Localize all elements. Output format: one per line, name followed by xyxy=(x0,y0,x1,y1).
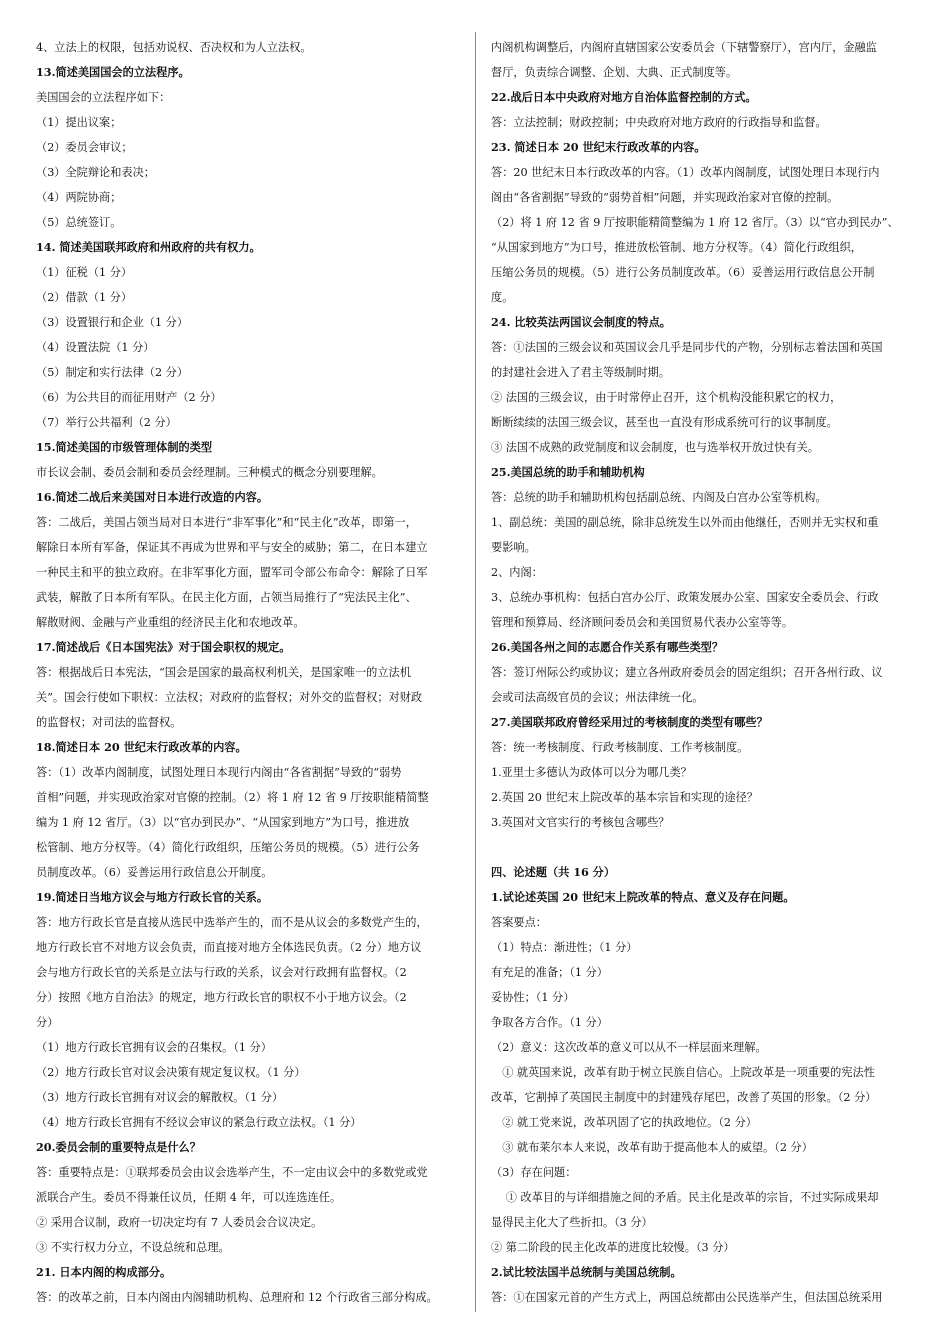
text-line: （5）总统签订。 xyxy=(36,216,122,229)
text-line: 员制度改革。（6）妥善运用行政信息公开制度。 xyxy=(36,866,273,879)
text-line: 2.英国 20 世纪末上院改革的基本宗旨和实现的途径？ xyxy=(491,791,758,804)
text-line: “从国家到地方”为口号，推进放松管制、地方分权等。（4）简化行政组织， xyxy=(491,241,862,254)
text-line: 市长议会制、委员会制和委员会经理制。三种模式的概念分别要理解。 xyxy=(36,466,383,479)
text-line: 答：（1）改革内阁制度，试图处理日本现行内阁由“各省割据”导致的“弱势 xyxy=(36,766,402,779)
text-line: （1）提出议案； xyxy=(36,116,122,129)
text-line: ① 就英国来说，改革有助于树立民族自信心。上院改革是一项重要的宪法性 xyxy=(491,1066,875,1079)
text-line: 答：①法国的三级会议和英国议会几乎是同步代的产物，分别标志着法国和英国 xyxy=(491,341,883,354)
text-line: 度。 xyxy=(491,291,514,304)
text-line: 地方行政长官不对地方议会负责，而直接对地方全体选民负责。（2 分）地方议 xyxy=(36,941,422,954)
text-line: 压缩公务员的规模。（5）进行公务员制度改革。（6）妥善运用行政信息公开制 xyxy=(491,266,875,279)
question-heading: 16.简述二战后来美国对日本进行改造的内容。 xyxy=(36,490,269,504)
text-line: 答：根据战后日本宪法，“国会是国家的最高权利机关，是国家唯一的立法机 xyxy=(36,666,411,679)
text-line: 内阁机构调整后，内阁府直辖国家公安委员会（下辖警察厅），宫内厅，金融监 xyxy=(491,41,877,54)
text-line: （1）特点：渐进性；（1 分） xyxy=(491,941,638,954)
text-line: 解散财阀、金融与产业重组的经济民主化和农地改革。 xyxy=(36,616,305,629)
text-line: ② 采用合议制，政府一切决定均有 7 人委员会合议决定。 xyxy=(36,1216,323,1229)
question-heading: 13.简述美国国会的立法程序。 xyxy=(36,65,190,79)
text-line: 答：①在国家元首的产生方式上，两国总统都由公民选举产生，但法国总统采用 xyxy=(491,1291,883,1304)
text-line: （3）地方行政长官拥有对议会的解散权。（1 分） xyxy=(36,1091,284,1104)
question-heading: 1.试论述英国 20 世纪末上院改革的特点、意义及存在问题。 xyxy=(491,890,795,904)
text-line: 断断续续的法国三级会议，甚至也一直没有形成系统可行的议事制度。 xyxy=(491,416,838,429)
text-line: 答：重要特点是：①联邦委员会由议会选举产生，不一定由议会中的多数党或党 xyxy=(36,1166,428,1179)
question-heading: 19.简述日当地方议会与地方行政长官的关系。 xyxy=(36,890,269,904)
left-column xyxy=(36,35,464,1310)
text-line: 督厅，负责综合调整、企划、大典、正式制度等。 xyxy=(491,66,738,79)
question-heading: 23. 简述日本 20 世纪末行政改革的内容。 xyxy=(491,140,706,154)
text-line: （2）委员会审议； xyxy=(36,141,133,154)
text-line: （4）设置法院（1 分） xyxy=(36,341,155,354)
question-heading: 15.简述美国的市级管理体制的类型 xyxy=(36,440,213,454)
text-line: （4）地方行政长官拥有不经议会审议的紧急行政立法权。（1 分） xyxy=(36,1116,362,1129)
column-divider xyxy=(475,32,476,1312)
text-line: 妥协性；（1 分） xyxy=(491,991,575,1004)
text-line: ② 法国的三级会议，由于时常停止召开，这个机构没能积累它的权力， xyxy=(491,391,842,404)
text-line: 要影响。 xyxy=(491,541,536,554)
text-line: 首相”问题，并实现政治家对官僚的控制。（2）将 1 府 12 省 9 厅按职能精简整 xyxy=(36,791,429,804)
text-line: 答：二战后，美国占领当局对日本进行“非军事化”和“民主化”改革，即第一， xyxy=(36,516,417,529)
question-heading: 17.简述战后《日本国宪法》对于国会职权的规定。 xyxy=(36,640,291,654)
text-line: （3）存在问题： xyxy=(491,1166,577,1179)
text-line: 解除日本所有军备，保证其不再成为世界和平与安全的威胁；第二，在日本建立 xyxy=(36,541,428,554)
text-line: （1）征税（1 分） xyxy=(36,266,133,279)
text-line: 会或司法高级官员的会议；州法律统一化。 xyxy=(491,691,704,704)
text-line: 1、副总统：美国的副总统，除非总统发生以外而由他继任，否则并无实权和重 xyxy=(491,516,879,529)
text-line: 答：统一考核制度、行政考核制度、工作考核制度。 xyxy=(491,741,749,754)
text-line: 武装，解散了日本所有军队。在民主化方面，占领当局推行了“宪法民主化”、 xyxy=(36,591,417,604)
text-line: ② 就工党来说，改革巩固了它的执政地位。（2 分） xyxy=(491,1116,757,1129)
text-line: （1）地方行政长官拥有议会的召集权。（1 分） xyxy=(36,1041,272,1054)
text-line: 派联合产生。委员不得兼任议员，任期 4 年，可以连选连任。 xyxy=(36,1191,342,1204)
text-line: 会与地方行政长官的关系是立法与行政的关系，议会对行政拥有监督权。（2 xyxy=(36,966,407,979)
question-heading: 21. 日本内阁的构成部分。 xyxy=(36,1265,172,1279)
text-line: 答：的改革之前，日本内阁由内阁辅助机构、总理府和 12 个行政省三部分构成。 xyxy=(36,1291,438,1304)
text-line: （3）全院辩论和表决； xyxy=(36,166,155,179)
text-line: 2、内阁： xyxy=(491,566,543,579)
text-line: （2）意义：这次改革的意义可以从不一样层面来理解。 xyxy=(491,1041,767,1054)
text-line: 答：20 世纪末日本行政改革的内容。（1）改革内阁制度，试图处理日本现行内 xyxy=(491,166,880,179)
text-line: 分）按照《地方自治法》的规定，地方行政长官的职权不小于地方议会。（2 xyxy=(36,991,407,1004)
text-line: 的封建社会进入了君主等级制时期。 xyxy=(491,366,671,379)
question-heading: 14. 简述美国联邦政府和州政府的共有权力。 xyxy=(36,240,261,254)
text-line: ③ 不实行权力分立，不设总统和总理。 xyxy=(36,1241,230,1254)
text-line: 1.亚里士多德认为政体可以分为哪几类？ xyxy=(491,766,692,779)
text-line: 关”。国会行使如下职权：立法权；对政府的监督权；对外交的监督权；对财政 xyxy=(36,691,423,704)
blank-line xyxy=(491,835,917,860)
text-line: 显得民主化大了些折扣。（3 分） xyxy=(491,1216,653,1229)
text-line: ③ 法国不成熟的政党制度和议会制度，也与选举权开放过快有关。 xyxy=(491,441,819,454)
text-line: 松管制、地方分权等。（4）简化行政组织，压缩公务员的规模。（5）进行公务 xyxy=(36,841,420,854)
question-heading: 20.委员会制的重要特点是什么？ xyxy=(36,1140,201,1154)
text-line: ① 改革目的与详细措施之间的矛盾。民主化是改革的宗旨，不过实际成果却 xyxy=(491,1191,879,1204)
text-line: （2）借款（1 分） xyxy=(36,291,133,304)
text-line: 分） xyxy=(36,1016,59,1029)
text-line: 答：总统的助手和辅助机构包括副总统、内阁及白宫办公室等机构。 xyxy=(491,491,827,504)
text-line: （2）地方行政长官对议会决策有规定复议权。（1 分） xyxy=(36,1066,306,1079)
text-line: 答：地方行政长官是直接从选民中选举产生的，而不是从议会的多数党产生的， xyxy=(36,916,428,929)
text-line: 美国国会的立法程序如下： xyxy=(36,91,171,104)
text-line: （3）设置银行和企业（1 分） xyxy=(36,316,189,329)
question-heading: 四、论述题（共 16 分） xyxy=(491,865,616,879)
question-heading: 27.美国联邦政府曾经采用过的考核制度的类型有哪些？ xyxy=(491,715,768,729)
text-line: 4、立法上的权限，包括劝说权、否决权和为人立法权。 xyxy=(36,41,312,54)
text-line: 的监督权；对司法的监督权。 xyxy=(36,716,182,729)
text-line: 一种民主和平的独立政府。在非军事化方面，盟军司令部公布命令：解除了日军 xyxy=(36,566,428,579)
text-line: 编为 1 府 12 省厅。（3）以“官办到民办”、“从国家到地方”为口号，推进放 xyxy=(36,816,410,829)
right-column xyxy=(491,35,917,1310)
question-heading: 26.美国各州之间的志愿合作关系有哪些类型？ xyxy=(491,640,724,654)
question-heading: 2.试比较法国半总统制与美国总统制。 xyxy=(491,1265,682,1279)
text-line: ② 第二阶段的民主化改革的进度比较慢。（3 分） xyxy=(491,1241,735,1254)
text-line: 改革，它割掉了英国民主制度中的封建残存尾巴，改善了英国的形象。（2 分） xyxy=(491,1091,877,1104)
question-heading: 22.战后日本中央政府对地方自治体监督控制的方式。 xyxy=(491,90,757,104)
text-line: 管理和预算局、经济顾问委员会和美国贸易代表办公室等等。 xyxy=(491,616,794,629)
text-line: （6）为公共目的而征用财产（2 分） xyxy=(36,391,222,404)
text-line: 3、总统办事机构：包括白宫办公厅、政策发展办公室、国家安全委员会、行政 xyxy=(491,591,879,604)
text-line: （4）两院协商； xyxy=(36,191,122,204)
text-line: 答：立法控制；财政控制；中央政府对地方政府的行政指导和监督。 xyxy=(491,116,827,129)
text-line: （5）制定和实行法律（2 分） xyxy=(36,366,189,379)
text-line: 有充足的准备；（1 分） xyxy=(491,966,608,979)
text-line: 阁由“各省割据”导致的“弱势首相”问题，并实现政治家对官僚的控制。 xyxy=(491,191,839,204)
text-line: 答：签订州际公约或协议；建立各州政府委员会的固定组织；召开各州行政、议 xyxy=(491,666,883,679)
question-heading: 24. 比较英法两国议会制度的特点。 xyxy=(491,315,671,329)
text-line: ③ 就布莱尔本人来说，改革有助于提高他本人的威望。（2 分） xyxy=(491,1141,813,1154)
question-heading: 25.美国总统的助手和辅助机构 xyxy=(491,465,645,479)
text-line: 答案要点： xyxy=(491,916,547,929)
question-heading: 18.简述日本 20 世纪末行政改革的内容。 xyxy=(36,740,247,754)
text-line: （7）举行公共福利（2 分） xyxy=(36,416,177,429)
text-line: 争取各方合作。（1 分） xyxy=(491,1016,608,1029)
text-line: 3.英国对文官实行的考核包含哪些？ xyxy=(491,816,670,829)
text-line: （2）将 1 府 12 省 9 厅按职能精简整编为 1 府 12 省厅。（3）以“官办到民办”、 xyxy=(491,216,899,229)
